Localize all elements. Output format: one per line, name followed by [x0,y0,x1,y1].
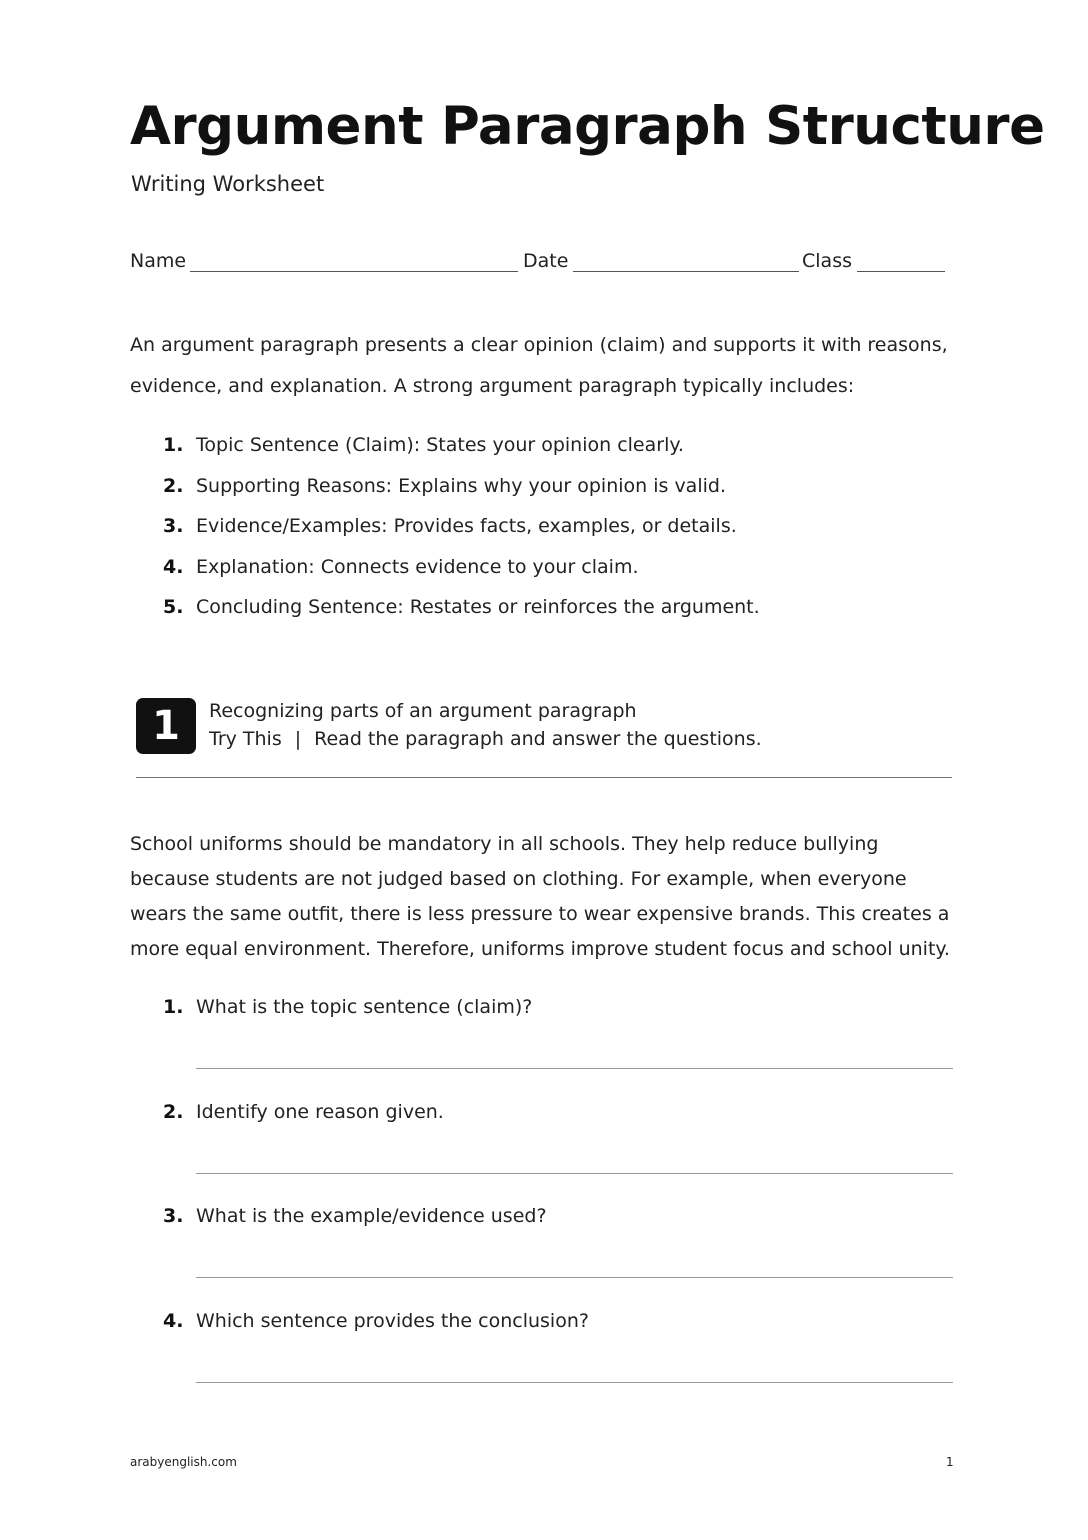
page-subtitle: Writing Worksheet [131,172,325,196]
intro-paragraph: An argument paragraph presents a clear opinion (claim) and supports it with reasons, evidence, and explanation. A strong argument paragraph typically includes: [130,334,948,397]
list-item-text: Supporting Reasons: Explains why your opinion is valid. [196,474,726,497]
question-number: 1. [163,996,184,1018]
name-label: Name [130,250,187,272]
footer-page-number: 1 [946,1455,954,1469]
instruction-text: Read the paragraph and answer the questions. [314,728,762,750]
separator: | [294,728,302,750]
section-number-badge: 1 [136,698,196,754]
student-info-fields [130,250,946,278]
date-label: Date [523,250,569,272]
list-item-text: Concluding Sentence: Restates or reinforces the argument. [196,596,760,618]
question-number: 2. [163,1100,184,1123]
try-this-label: Try This [209,728,282,750]
question-text: What is the example/evidence used? [196,1205,547,1227]
list-item-text: Topic Sentence (Claim): States your opinion clearly. [196,434,684,456]
footer-site-link[interactable]: arabyenglish.com [130,1455,237,1469]
list-item-number: 5. [163,596,184,618]
list-item-number: 1. [163,434,184,456]
list-item-number: 2. [163,474,184,497]
section-divider [136,777,952,778]
answer-line[interactable] [196,1173,953,1174]
section-title: Recognizing parts of an argument paragraph [209,700,637,722]
answer-line[interactable] [196,1068,953,1069]
answer-line[interactable] [196,1277,953,1278]
list-item-number: 4. [163,555,184,578]
class-label: Class [802,250,852,272]
question-number: 4. [163,1309,184,1332]
date-field-line[interactable] [573,271,799,272]
list-item-text: Evidence/Examples: Provides facts, examples, or details. [196,515,737,537]
reading-passage: School uniforms should be mandatory in all schools. They help reduce bullying because students are not judged based on clothing. For example, when everyone wears the same outfit, there is less pressure to wear expensive brands. This creates a more equal environment. Therefore, uniforms improve student focus and school unity. [130,833,950,960]
question-number: 3. [163,1205,184,1227]
list-item-number: 3. [163,515,184,537]
list-item-text: Explanation: Connects evidence to your claim. [196,555,639,578]
page-title: Argument Paragraph Structure [130,96,1045,157]
name-field-line[interactable] [190,271,518,272]
question-text: Identify one reason given. [196,1100,444,1123]
section-instruction [209,728,762,750]
answer-line[interactable] [196,1382,953,1383]
question-text: Which sentence provides the conclusion? [196,1309,589,1332]
question-text: What is the topic sentence (claim)? [196,996,533,1018]
class-field-line[interactable] [857,271,945,272]
